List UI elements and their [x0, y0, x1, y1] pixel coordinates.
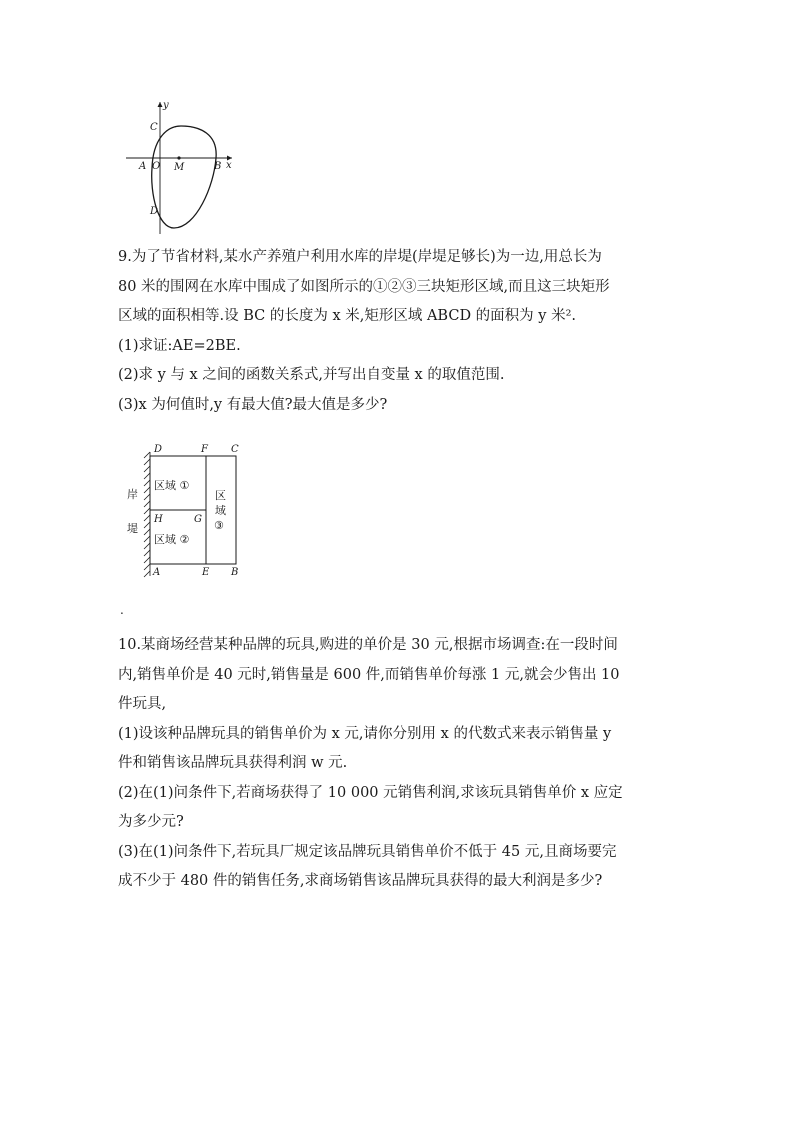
point-m-dot — [177, 156, 180, 159]
label-c: C — [150, 122, 158, 133]
label-d: D — [154, 444, 163, 455]
q9-line-2: 80 米的围网在水库中围成了如图所示的①②③三块矩形区域,而且这三块矩形 — [118, 278, 610, 295]
label-d: D — [150, 206, 159, 217]
label-m: M — [174, 162, 185, 173]
label-e: E — [202, 567, 210, 578]
q10-part-2-line-1: (2)在(1)问条件下,若商场获得了 10 000 元销售利润,求该玩具销售单价 x 应定 — [118, 784, 623, 801]
label-c: C — [231, 444, 239, 455]
question-9 — [118, 243, 678, 420]
label-h: H — [154, 514, 163, 525]
bank-hatching — [144, 452, 150, 577]
bank-label-bottom: 堤 — [127, 522, 138, 535]
q9-part-3: (3)x 为何值时,y 有最大值?最大值是多少? — [118, 396, 388, 413]
label-y: y — [163, 100, 169, 111]
q9-part-1: (1)求证:AE=2BE. — [118, 337, 241, 354]
bank-label-top: 岸 — [127, 488, 138, 501]
region-2-label: 区域 ② — [154, 533, 190, 546]
q10-line-2: 内,销售单价是 40 元时,销售量是 600 件,而销售单价每涨 1 元,就会少售出 10 — [118, 666, 620, 683]
regions-figure — [118, 440, 258, 580]
region-3-label-line1: 区 — [215, 489, 226, 502]
stray-mark: . — [120, 603, 124, 617]
q10-line-3: 件玩具, — [118, 696, 167, 712]
question-10 — [118, 631, 678, 897]
region-3-label-line2: 域 — [215, 504, 226, 517]
q10-part-3-line-2: 成不少于 480 件的销售任务,求商场销售该品牌玩具获得的最大利润是多少? — [118, 873, 603, 889]
q10-part-1-line-2: 件和销售该品牌玩具获得利润 w 元. — [118, 755, 348, 771]
curve-axes-figure — [118, 96, 242, 236]
label-f: F — [201, 444, 208, 455]
label-x: x — [226, 160, 232, 171]
label-a: A — [139, 161, 147, 172]
q10-part-3-line-1: (3)在(1)问条件下,若玩具厂规定该品牌玩具销售单价不低于 45 元,且商场要完 — [118, 843, 617, 860]
label-b: B — [231, 567, 239, 578]
q9-part-2: (2)求 y 与 x 之间的函数关系式,并写出自变量 x 的取值范围. — [118, 367, 505, 383]
label-a: A — [153, 567, 161, 578]
label-g: G — [194, 514, 202, 525]
region-3-label-line3: ③ — [214, 519, 224, 532]
q10-line-1: 10.某商场经营某种品牌的玩具,购进的单价是 30 元,根据市场调查:在一段时间 — [118, 637, 618, 653]
q10-part-2-line-2: 为多少元? — [118, 814, 184, 830]
y-axis-arrow — [158, 102, 163, 107]
label-o: O — [152, 161, 161, 172]
q9-line-3: 区域的面积相等.设 BC 的长度为 x 米,矩形区域 ABCD 的面积为 y 米². — [118, 308, 577, 324]
label-b: B — [214, 161, 222, 172]
q10-part-1-line-1: (1)设该种品牌玩具的销售单价为 x 元,请你分别用 x 的代数式来表示销售量 y — [118, 725, 612, 742]
closed-curve — [152, 126, 216, 228]
region-1-label: 区域 ① — [154, 479, 190, 492]
q9-line-1: 9.为了节省材料,某水产养殖户利用水库的岸堤(岸堤足够长)为一边,用总长为 — [118, 249, 602, 265]
